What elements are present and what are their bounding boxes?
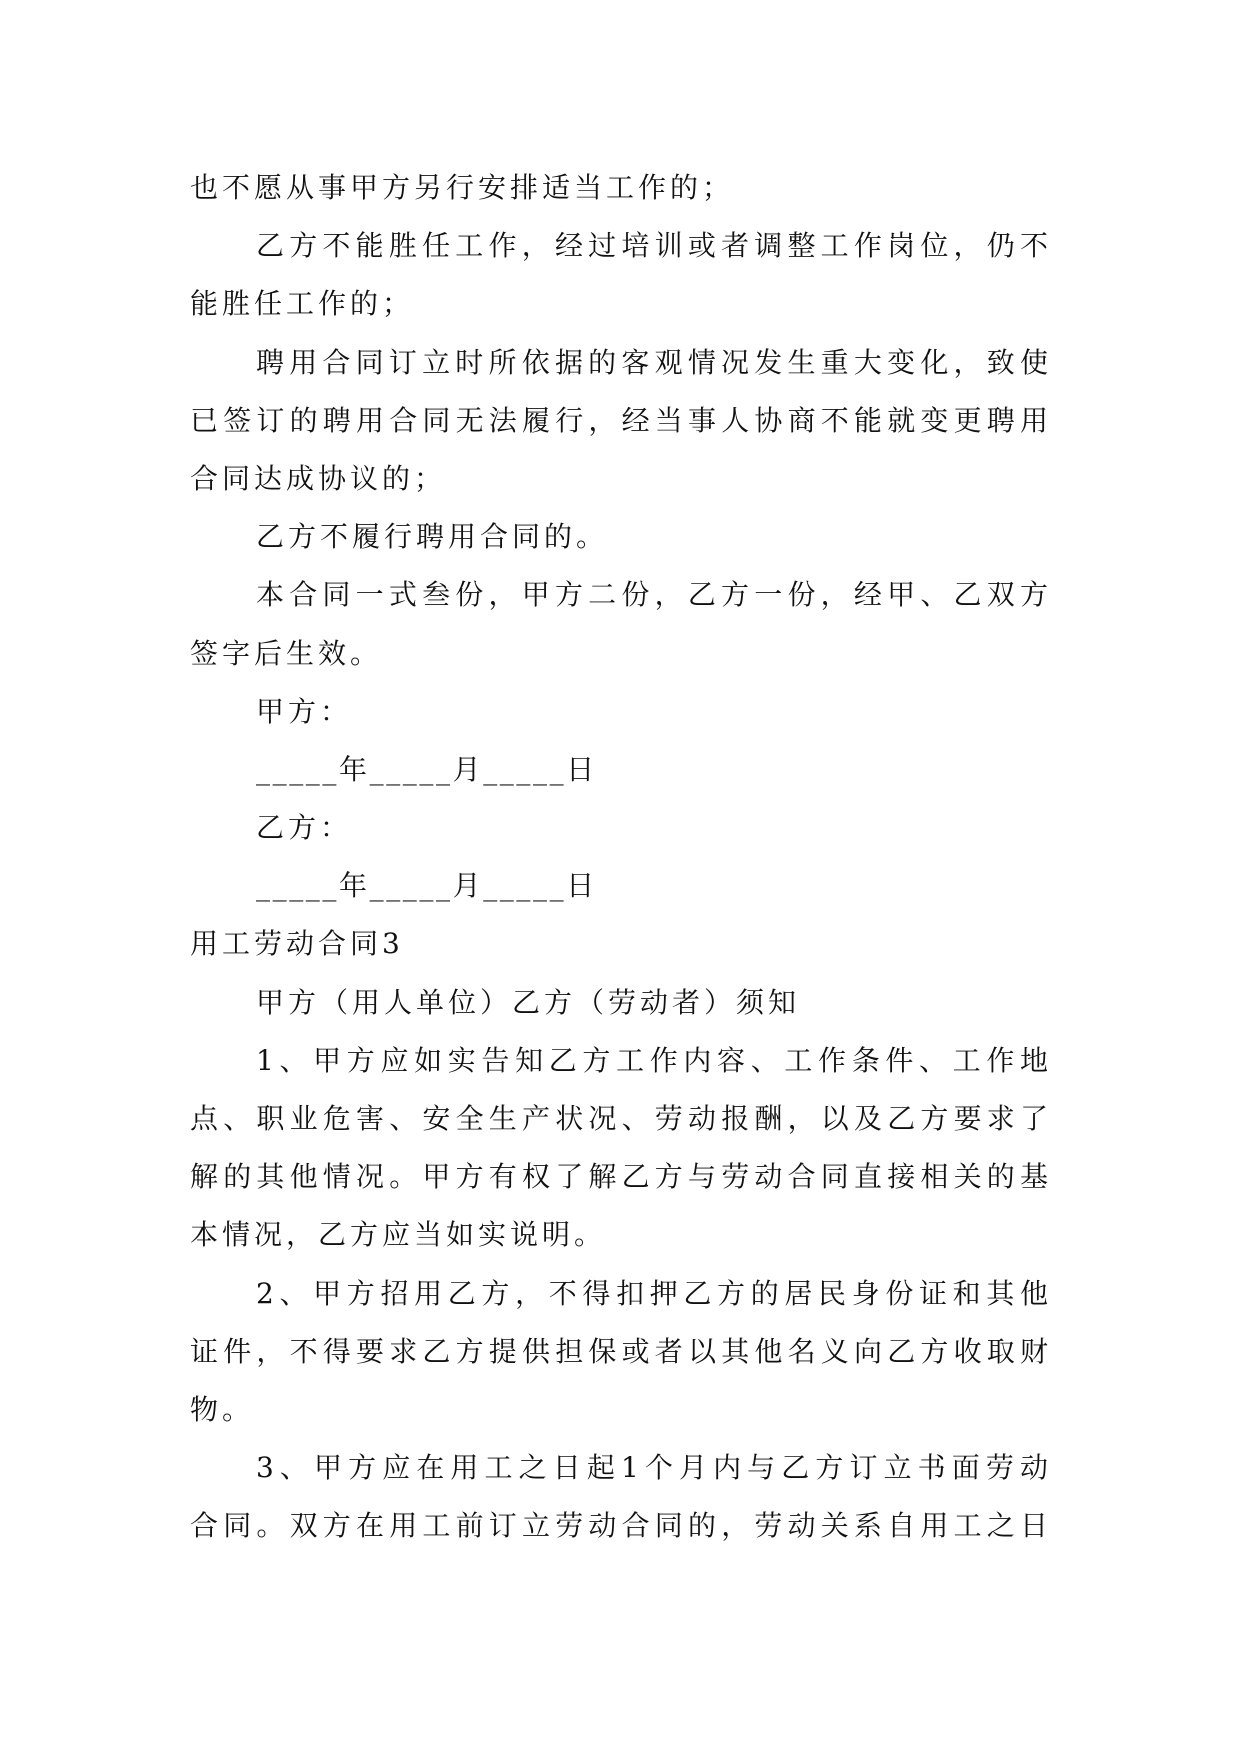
party-b-date-line: _____年_____月_____日 [256, 869, 597, 903]
party-b-signature [190, 799, 1052, 915]
paragraph-line: 物。 [190, 1392, 255, 1426]
paragraph [190, 159, 1052, 217]
paragraph-line: 合同。双方在用工前订立劳动合同的，劳动关系自用工之日 [190, 1509, 1052, 1543]
paragraph-line: 3、甲方应在用工之日起1个月内与乙方订立书面劳动 [256, 1451, 1052, 1485]
party-a-label: 甲方： [256, 694, 353, 728]
paragraph-line: 1、甲方应如实告知乙方工作内容、工作条件、工作地 [256, 1043, 1052, 1077]
paragraph [190, 566, 1052, 682]
paragraph [190, 1439, 1052, 1555]
party-b-label: 乙方： [256, 811, 353, 845]
paragraph-line: 合同达成协议的； [190, 461, 447, 495]
notice-heading: 甲方（用人单位）乙方（劳动者）须知 [256, 985, 801, 1019]
paragraph [190, 1032, 1052, 1265]
party-a-signature [190, 683, 1052, 799]
paragraph-line: 本合同一式叁份，甲方二份，乙方一份，经甲、乙双方 [256, 578, 1052, 612]
paragraph-line: 签字后生效。 [190, 636, 383, 670]
paragraph-line: 乙方不能胜任工作，经过培训或者调整工作岗位，仍不 [256, 229, 1052, 263]
paragraph-line: 聘用合同订立时所依据的客观情况发生重大变化，致使 [256, 345, 1052, 379]
paragraph-line: 已签订的聘用合同无法履行，经当事人协商不能就变更聘用 [190, 403, 1052, 437]
document-body [190, 159, 1052, 1556]
paragraph-line: 解的其他情况。甲方有权了解乙方与劳动合同直接相关的基 [190, 1160, 1052, 1194]
paragraph-line: 2、甲方招用乙方，不得扣押乙方的居民身份证和其他 [256, 1276, 1052, 1310]
paragraph [190, 217, 1052, 333]
paragraph-line: 点、职业危害、安全生产状况、劳动报酬，以及乙方要求了 [190, 1102, 1052, 1135]
paragraph-line: 也不愿从事甲方另行安排适当工作的； [190, 171, 735, 204]
paragraph-line: 证件，不得要求乙方提供担保或者以其他名义向乙方收取财 [190, 1334, 1052, 1368]
paragraph-line: 本情况，乙方应当如实说明。 [190, 1218, 607, 1252]
paragraph [190, 334, 1052, 509]
paragraph-line: 能胜任工作的； [190, 287, 415, 321]
section-title: 用工劳动合同3 [190, 927, 404, 961]
paragraph [190, 1265, 1052, 1440]
party-a-date-line: _____年_____月_____日 [256, 752, 597, 786]
paragraph [190, 508, 1052, 566]
paragraph-line: 乙方不履行聘用合同的。 [256, 520, 609, 554]
